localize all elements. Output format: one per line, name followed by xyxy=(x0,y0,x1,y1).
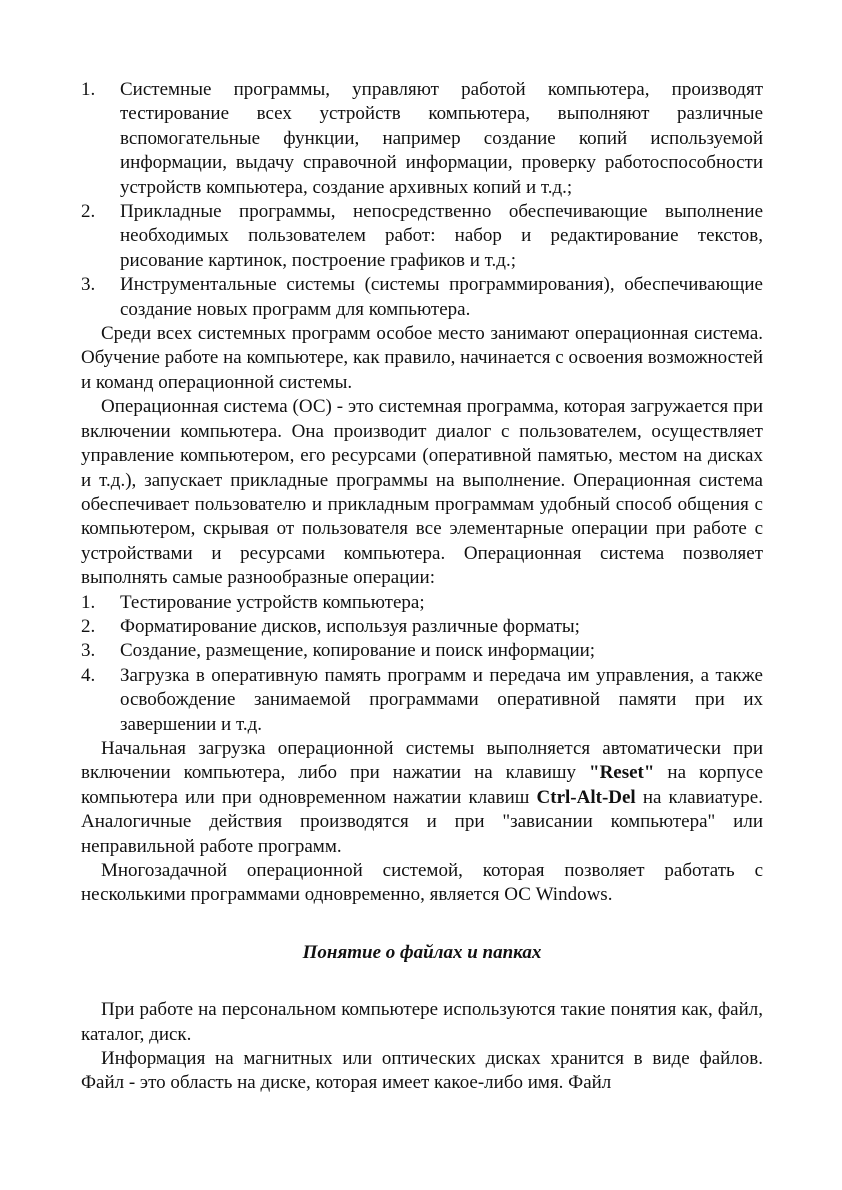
reset-key-label: "Reset" xyxy=(589,762,655,784)
list-item xyxy=(81,639,763,663)
boot-text-part1: Начальная загрузка операционной системы выполняется автоматически при включении компьютера, либо при нажатии на клавишу xyxy=(81,737,763,784)
list-item xyxy=(81,78,763,200)
list-number: 2. xyxy=(81,201,96,223)
paragraph-files: Информация на магнитных или оптических дисках хранится в виде файлов. Файл - это область на диске, которая имеет какое-либо имя. Файл xyxy=(81,1048,763,1094)
list-text: Инструментальные системы (системы программирования), обеспечивающие создание новых программ для компьютера. xyxy=(120,274,763,320)
list-number: 1. xyxy=(81,79,96,100)
list-number: 1. xyxy=(81,591,96,613)
list-item xyxy=(81,273,763,322)
list-number: 3. xyxy=(81,274,96,296)
list-number: 3. xyxy=(81,640,96,662)
paragraph-boot xyxy=(81,737,763,859)
list-item xyxy=(81,200,763,273)
section-heading: Понятие о файлах и папках xyxy=(302,941,542,963)
paragraph-os-definition: Операционная система (ОС) - это системная программа, которая загружается при включении компьютера. Она производит диалог с пользователем, осуществляет управление компьютером, его ресурсами (оперативной памятью, местом на дисках и т.д.), запускает прикладные программы на выполнение. Операционная система обеспечивает пользователю и прикладным программам удобный способ общения с компьютером, скрывая от пользователя все элементарные операции при работе с устройствами и ресурсами компьютера. Операционная система позволяет выполнять самые разнообразные операции: xyxy=(81,396,763,589)
list-text: Загрузка в оперативную память программ и передача им управления, а также освобождение занимаемой программами оперативной памяти при их завершении и т.д. xyxy=(120,664,763,735)
list-text: Создание, размещение, копирование и поиск информации; xyxy=(120,640,596,662)
boot-text-part3: на клавиатуре. Аналогичные действия производятся и при "зависании компьютера" или неправильной работе программ. xyxy=(81,786,763,857)
paragraph-multitasking: Многозадачной операционной системой, которая позволяет работать с несколькими программами одновременно, является ОС Windows. xyxy=(81,860,763,906)
list-text: Форматирование дисков, используя различные форматы; xyxy=(120,615,580,637)
program-types-list xyxy=(81,78,763,322)
boot-text-part2: на корпусе компьютера или при одновременном нажатии клавиш xyxy=(81,762,764,808)
document-page xyxy=(81,78,763,1096)
os-operations-list xyxy=(81,591,763,737)
list-item xyxy=(81,664,763,737)
paragraph-concepts: При работе на персональном компьютере используются такие понятия как, файл, каталог, диск. xyxy=(81,999,763,1045)
list-number: 4. xyxy=(81,664,96,686)
list-text: Прикладные программы, непосредственно обеспечивающие выполнение необходимых пользователем работ: набор и редактирование текстов, рисование картинок, построение графиков и т.д.; xyxy=(120,201,763,271)
list-text: Системные программы, управляют работой компьютера, производят тестирование всех устройств компьютера, выполняют различные вспомогательные функции, например создание копий используемой информации, выдачу справочной информации, проверку работоспособности устройств компьютера, создание архивных копий и т.д.; xyxy=(120,79,763,198)
list-item xyxy=(81,591,763,615)
ctrl-alt-del-label: Ctrl-Alt-Del xyxy=(536,786,636,808)
list-item xyxy=(81,615,763,639)
paragraph-os-importance: Среди всех системных программ особое место занимают операционная система. Обучение работе на компьютере, как правило, начинается с освоения возможностей и команд операционной системы. xyxy=(81,323,763,393)
list-number: 2. xyxy=(81,615,96,637)
list-text: Тестирование устройств компьютера; xyxy=(120,591,425,613)
